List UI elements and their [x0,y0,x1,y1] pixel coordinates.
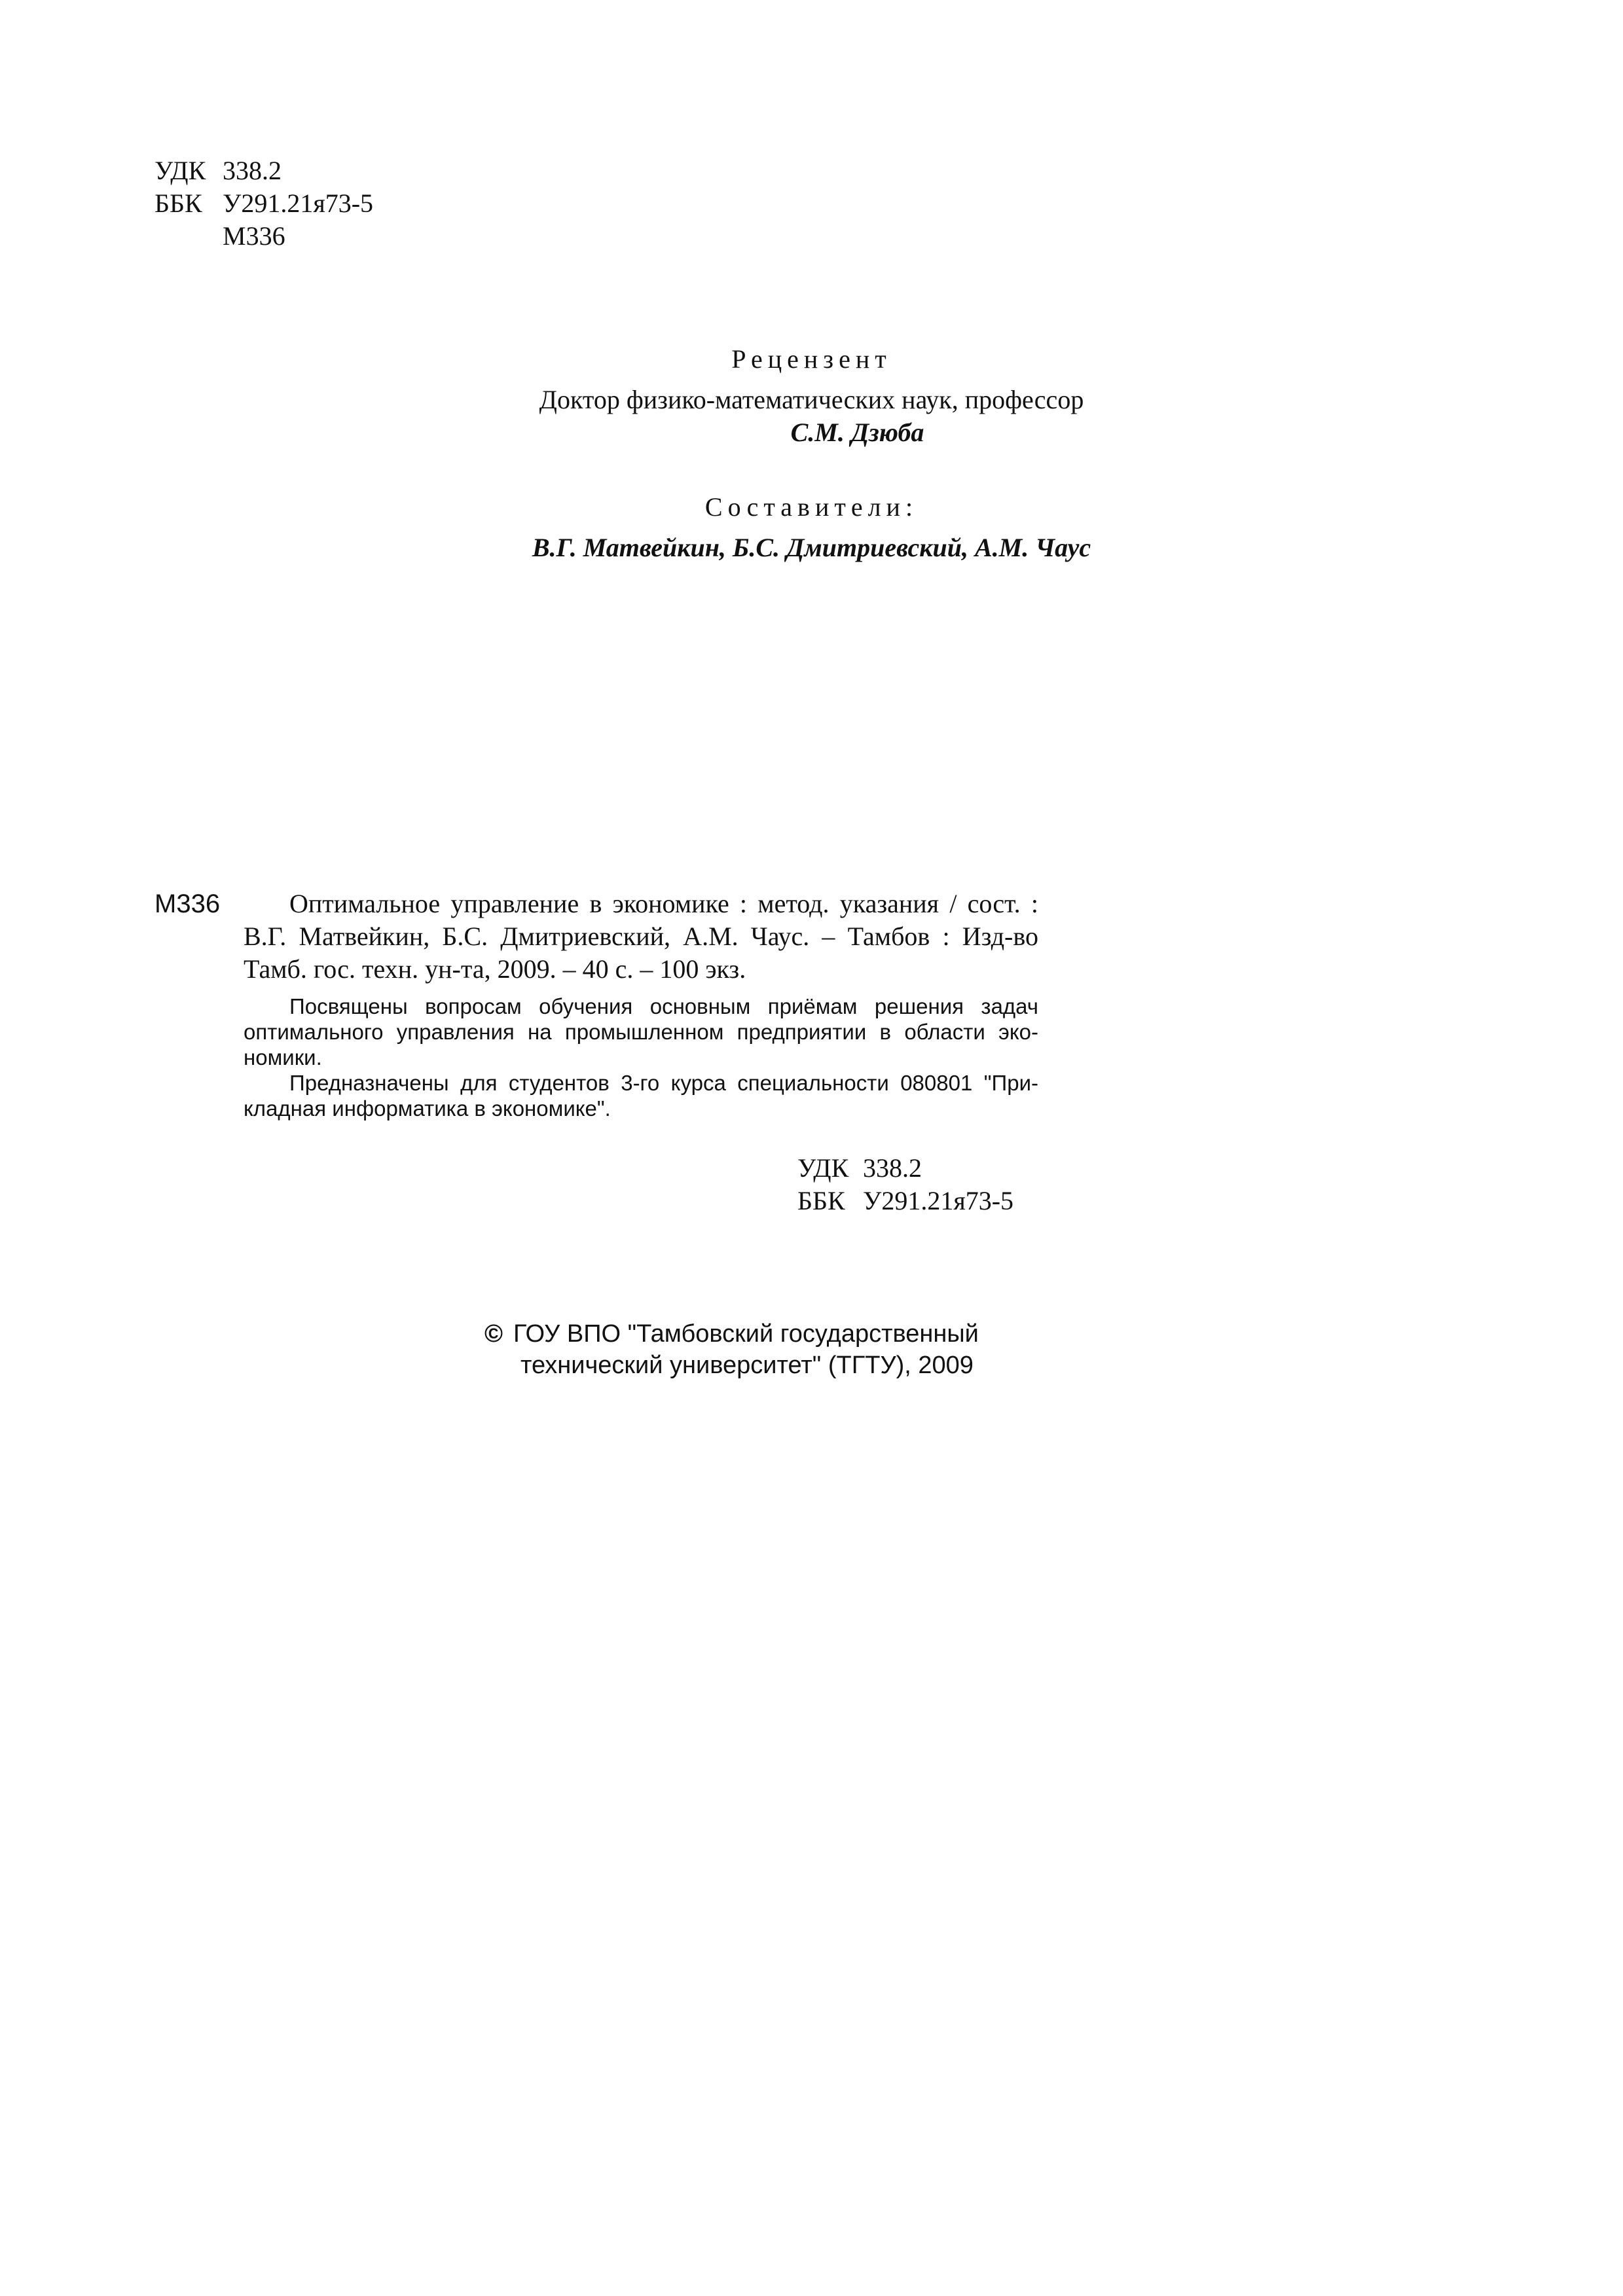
top-bbk-label: ББК [155,188,202,218]
annotation-line-3: номики. [244,1045,322,1069]
bottom-udk-label: УДК [797,1153,849,1183]
bib-line-1: Оптимальное управление в экономике : метод. указания / сост. : [289,889,1038,918]
compilers-names: В.Г. Матвейкин, Б.С. Дмитриевский, А.М. Чаус [532,533,1091,562]
copyright-line-2: технический университет" (ТГТУ), 2009 [520,1352,974,1379]
copyright-notice [484,1318,979,1381]
copyright-line-1 [484,1318,979,1350]
bib-line-2: В.Г. Матвейкин, Б.С. Дмитриевский, А.М. Чаус. – Тамбов : Изд-во [244,922,1038,951]
copyright-holder: ГОУ ВПО "Тамбовский государственный [513,1320,979,1348]
bottom-bbk-label: ББК [797,1186,845,1215]
annotation-line-5: кладная информатика в экономике". [244,1096,611,1121]
bottom-bbk-value: У291.21я73-5 [863,1186,1014,1215]
top-udk-label: УДК [155,156,206,185]
annotation-line-1: Посвящены вопросам обучения основным приёмам решения задач [289,994,1038,1018]
annotation-line-2: оптимального управления на промышленном предприятии в области эко- [244,1020,1038,1044]
annotation-line-4: Предназначены для студентов 3-го курса специальности 080801 "При- [289,1071,1038,1095]
reviewer-heading: Рецензент [731,344,892,374]
top-author-sign-row [155,220,373,253]
top-bbk-row [155,187,373,220]
annotation [244,994,1038,1121]
copyright-icon: © [484,1320,503,1348]
bib-line-3: Тамб. гос. техн. ун-та, 2009. – 40 с. – 100 экз. [244,954,746,984]
compilers-heading: Составители: [704,492,919,522]
reviewer-name: С.М. Дзюба [790,418,924,447]
bottom-udk-value: 338.2 [863,1153,922,1183]
bottom-bbk-row [797,1185,1013,1217]
top-author-sign: М336 [223,221,285,251]
entry-author-sign: М336 [155,889,221,918]
bottom-classification-codes [797,1152,1013,1217]
bottom-udk-row [797,1152,1013,1185]
top-udk-value: 338.2 [223,156,282,185]
top-bbk-value: У291.21я73-5 [223,188,374,218]
bibliographic-description [244,888,1038,986]
top-classification-codes [155,154,373,253]
top-udk-row [155,154,373,187]
reviewer-title: Доктор физико-математических наук, профессор [539,385,1084,414]
